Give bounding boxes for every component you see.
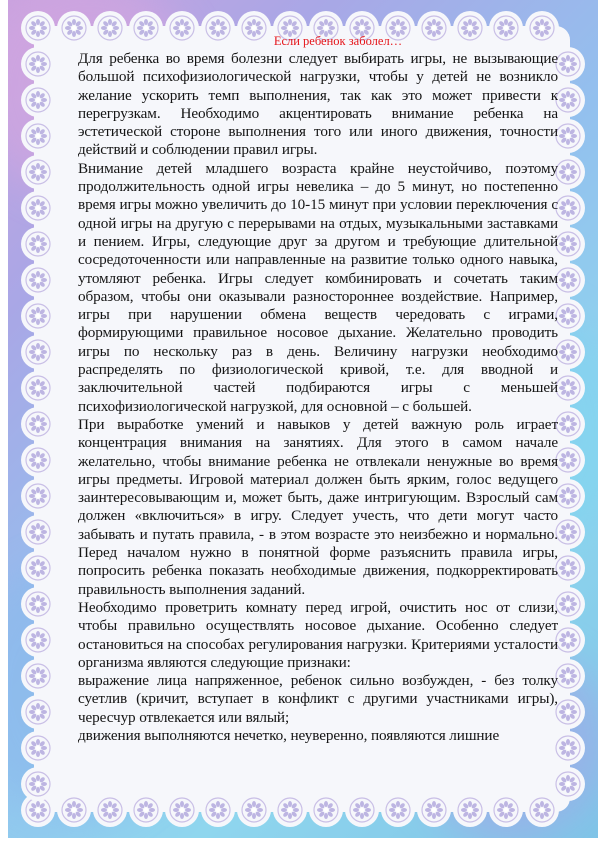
lace-flower-icon — [21, 191, 55, 225]
lace-flower-icon — [21, 371, 55, 405]
paragraph: Для ребенка во время болезни следует выбирать игры, не вызывающие большой психофизиологической нагрузки, чтобы у детей не возникло желание ускорить темп выполнения, так как это может привести к перегрузкам. Необходимо акцентировать внимание ребенка на эстетической стороне выполнения того или иного движения, точности действий и соблюдении правил игры. — [78, 50, 558, 159]
paragraph: движения выполняются нечетко, неуверенно, появляются лишние — [78, 726, 500, 744]
lace-flower-icon — [345, 793, 379, 827]
lace-flower-icon — [21, 479, 55, 513]
lace-flower-icon — [273, 793, 307, 827]
lace-flower-icon — [21, 11, 55, 45]
lace-flower-icon — [21, 407, 55, 441]
document-body — [78, 32, 558, 792]
paragraph: выражение лица напряженное, ребенок сильно возбужден, - без толку суетлив (кричит, вступает в конфликт с другими участниками игры), чересчур отвлекается или вялый; — [78, 672, 558, 726]
lace-flower-icon — [309, 793, 343, 827]
lace-flower-icon — [21, 83, 55, 117]
lace-flower-icon — [21, 587, 55, 621]
paragraph: Необходимо проветрить комнату перед игрой, очистить нос от слизи, чтобы правильно осуществлять носовое дыхание. Особенно следует остановиться на способах регулирования нагрузки. Критериями усталости организма являются следующие признаки: — [78, 598, 558, 671]
lace-flower-icon — [21, 47, 55, 81]
lace-flower-icon — [525, 793, 559, 827]
lace-flower-icon — [21, 695, 55, 729]
paragraph: Внимание детей младшего возраста крайне неустойчиво, поэтому продолжительность одной игры невелика – до 5 минут, но постепенно время игры можно увеличить до 10-15 минут при условии переключения с одной игры на другую с перерывами на отдых, музыкальными заставками и пением. Игры, следующие друг за другом и требующие длительной сосредоточенности или направленные на развитие только одного навыка, утомляют ребенка. Игры следует комбинировать и сочетать таким образом, чтобы они оказывали разностороннее воздействие. Например, игры при нарушении обмена веществ чередовать с играми, формирующими правильное носовое дыхание. Желательно проводить игры по нескольку раз в день. Величину нагрузки необходимо распределять по физиологической кривой, т.е. для вводной и заключительной частей подбираются игры с меньшей психофизиологической нагрузкой, для основной – с большей. — [78, 159, 558, 415]
lace-flower-icon — [129, 793, 163, 827]
page-background — [8, 0, 598, 838]
lace-flower-icon — [93, 793, 127, 827]
lace-flower-icon — [21, 731, 55, 765]
paragraph: При выработке умений и навыков у детей важную роль играет концентрация внимания на занятиях. Для этого в самом начале желательно, чтобы внимание ребенка не отвлекали ненужные во время игры предметы. Игровой материал должен быть ярким, голос ведущего заинтересовывающим и, может быть, даже интригующим. Взрослый сам должен «включиться» в игру. Следует учесть, что дети могут часто забывать и путать правила, - в этом возрасте это неизбежно и нормально. Перед началом нужно в понятной форме разъяснить правила игры, попросить ребенка показать необходимые движения, подкорректировать правильность выполнения заданий. — [78, 415, 558, 598]
lace-flower-icon — [21, 443, 55, 477]
lace-flower-icon — [201, 793, 235, 827]
lace-flower-icon — [21, 119, 55, 153]
lace-flower-icon — [21, 767, 55, 801]
document-title: Если ребенок заболел… — [273, 34, 403, 48]
lace-flower-icon — [417, 793, 451, 827]
lace-flower-icon — [381, 793, 415, 827]
lace-flower-icon — [21, 515, 55, 549]
lace-flower-icon — [21, 299, 55, 333]
lace-flower-icon — [21, 623, 55, 657]
lace-flower-icon — [21, 263, 55, 297]
lace-flower-icon — [57, 793, 91, 827]
lace-flower-icon — [237, 793, 271, 827]
lace-flower-icon — [165, 793, 199, 827]
lace-flower-icon — [489, 793, 523, 827]
lace-flower-icon — [21, 551, 55, 585]
lace-flower-icon — [21, 659, 55, 693]
lace-flower-icon — [453, 793, 487, 827]
lace-flower-icon — [21, 335, 55, 369]
lace-flower-icon — [21, 227, 55, 261]
lace-flower-icon — [21, 155, 55, 189]
